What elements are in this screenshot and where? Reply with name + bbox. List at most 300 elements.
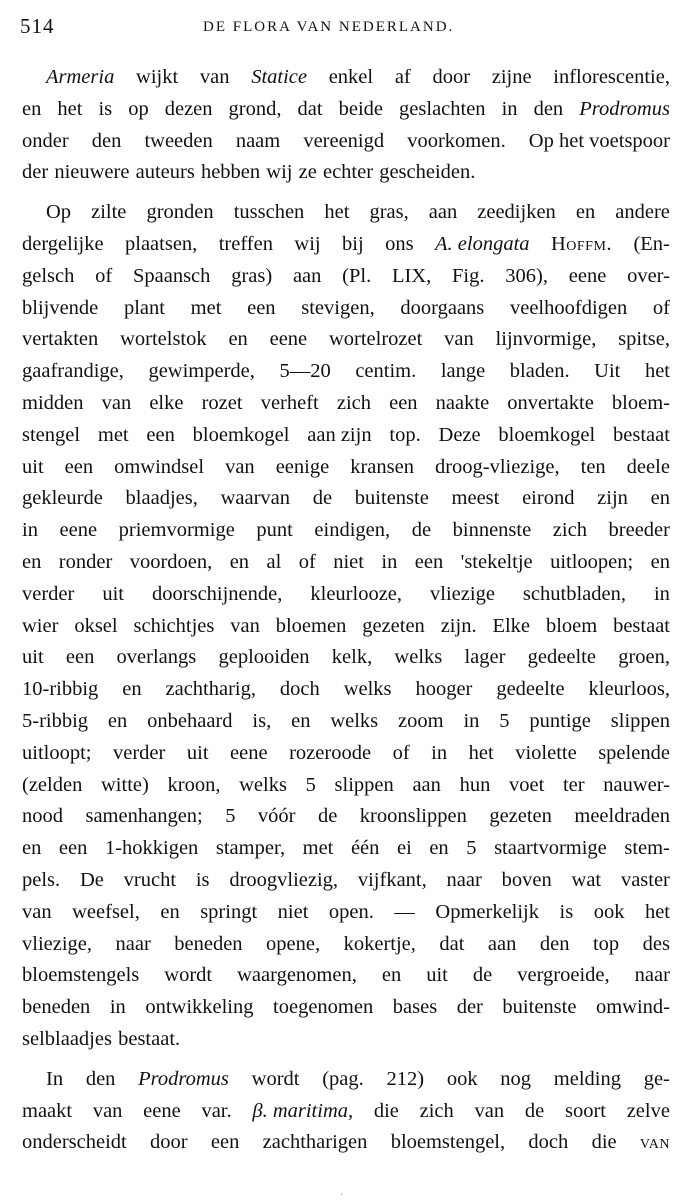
text-line [22, 960, 670, 992]
word: zich [419, 1099, 454, 1122]
word: en [381, 964, 402, 987]
word: vijfkant, [357, 868, 427, 891]
text-line [22, 94, 670, 126]
word: kroonslippen [359, 805, 467, 828]
word: inflorescentie, [553, 66, 670, 88]
word: gras) [231, 264, 273, 287]
word: ei [396, 837, 412, 860]
word: 1-hokkigen [104, 837, 199, 860]
text-line [22, 642, 670, 674]
word: Op [46, 201, 72, 224]
word: naar [634, 964, 670, 987]
word: in [501, 97, 518, 120]
word: in [653, 582, 670, 605]
word: zijne [491, 66, 532, 88]
text-line [22, 1096, 670, 1128]
word: beneden [22, 996, 91, 1019]
word: gedeelte [527, 646, 596, 669]
page-number: 514 [20, 14, 55, 38]
word: lijnvormige, [495, 328, 597, 351]
word: boven [501, 868, 552, 891]
word: een [414, 550, 444, 573]
word: onderscheidt [22, 1131, 127, 1154]
word: gras, [369, 201, 409, 224]
word: blijvende [22, 296, 99, 319]
text-line [22, 611, 670, 643]
word: kroon, [167, 773, 221, 796]
word: deele [626, 455, 670, 478]
text-line [22, 483, 670, 515]
word: ge- [643, 1067, 670, 1090]
word: onbehaard [147, 709, 233, 732]
word: onder [22, 129, 69, 152]
word: welks [330, 709, 379, 732]
text-line [22, 62, 670, 94]
word: voet [508, 773, 545, 796]
word: andere [615, 201, 670, 224]
bottom-mark: · [340, 1190, 343, 1199]
word: de [411, 519, 432, 542]
word: gewimperde, [148, 360, 255, 383]
word: het [644, 900, 670, 923]
word: zeedijken [477, 201, 556, 224]
word: ten [580, 455, 606, 478]
word: de [317, 805, 338, 828]
word: top. [389, 423, 421, 446]
word: van [444, 328, 474, 351]
word: al [266, 550, 282, 573]
word: van [199, 66, 230, 88]
text-line [22, 929, 670, 961]
word: stem- [624, 837, 670, 860]
word: af [394, 66, 411, 88]
word: bestaat. [118, 1027, 181, 1050]
word: uit [22, 455, 44, 478]
word: In [46, 1067, 64, 1090]
word: eenige [275, 455, 330, 478]
word: gezeten [362, 614, 425, 637]
word: 10-ribbig [22, 678, 99, 701]
word: Deze [438, 423, 481, 446]
word: dezen [164, 97, 213, 120]
word: vliezige [430, 582, 495, 605]
word: en [291, 709, 311, 732]
word: stevigen, [301, 296, 375, 319]
word: midden [22, 391, 84, 414]
word: 5-ribbig [22, 709, 89, 732]
word: Spaansch [132, 264, 211, 287]
word: zoom [398, 709, 444, 732]
word: bloem [545, 614, 598, 637]
word: nog [500, 1067, 532, 1090]
word: ze [298, 161, 317, 184]
word: slippen [610, 709, 670, 732]
word: ook [446, 1067, 478, 1090]
text-line [22, 1127, 670, 1159]
word: weefsel, [72, 900, 140, 923]
word: van [225, 455, 255, 478]
word: de [312, 487, 333, 510]
word: melding [553, 1067, 621, 1090]
word: bloemkogel [192, 423, 290, 446]
word: van [474, 1099, 505, 1122]
word: violette [515, 741, 577, 764]
word: die [591, 1131, 617, 1154]
word: slippen [334, 773, 394, 796]
word: spitse, [618, 328, 670, 351]
word: door [150, 1131, 188, 1154]
word: uit [426, 964, 448, 987]
text-line [22, 1024, 670, 1056]
word: blaadjes, [125, 487, 198, 510]
word: van [101, 391, 132, 414]
text-line [22, 229, 670, 261]
word: gedeelte [496, 678, 565, 701]
word: één [350, 837, 380, 860]
text-line [22, 992, 670, 1024]
word: en [228, 328, 248, 351]
word: — [394, 900, 415, 923]
word: in [381, 550, 398, 573]
word: springt [200, 900, 258, 923]
text-line [22, 770, 670, 802]
word: selblaadjes [22, 1027, 112, 1050]
word: bestaat [613, 614, 670, 637]
text-line [22, 706, 670, 738]
text-line [22, 261, 670, 293]
text-line [22, 293, 670, 325]
word: schichtjes [133, 614, 215, 637]
word: niet [333, 550, 364, 573]
word: kleurloos, [588, 678, 670, 701]
word: en [650, 550, 670, 573]
text-line [22, 515, 670, 547]
word: samenhangen; [85, 805, 203, 828]
word: bloemen [275, 614, 347, 637]
paragraph-gap [22, 1056, 670, 1064]
word: het [324, 201, 350, 224]
word: eene [269, 328, 308, 351]
word: puntige [529, 709, 591, 732]
word: bloemstengels [22, 964, 140, 987]
word: uit [102, 582, 125, 605]
word: uitloopen; [550, 550, 634, 573]
word: welks [343, 678, 392, 701]
word: groen, [618, 646, 670, 669]
word: vrucht [123, 868, 177, 891]
word: en [122, 678, 142, 701]
word: en [650, 487, 670, 510]
word: lager [464, 646, 506, 669]
word: toegenomen [273, 996, 374, 1019]
word: welks [239, 773, 287, 796]
word: den [539, 932, 570, 955]
word: is [98, 97, 113, 120]
word: β. maritima, [252, 1099, 354, 1122]
word: van [92, 1099, 123, 1122]
word: en [22, 837, 42, 860]
word: geplooiden [218, 646, 310, 669]
text-line [22, 897, 670, 929]
word: en [107, 709, 128, 732]
word: ook [593, 900, 625, 923]
word: wortelrozet [328, 328, 423, 351]
word: (En- [633, 232, 670, 255]
word: waarvan [220, 487, 290, 510]
word: en [22, 550, 42, 573]
word: Elke [492, 614, 531, 637]
text-line [22, 833, 670, 865]
word: die [373, 1099, 399, 1122]
text-line [22, 1064, 670, 1096]
word: doch [279, 678, 320, 701]
word: waargenomen, [237, 964, 357, 987]
word: vertakten [22, 328, 99, 351]
text-line [22, 674, 670, 706]
word: uitloopt; [22, 741, 92, 764]
word: wortelstok [120, 328, 207, 351]
word: Prodromus [138, 1067, 229, 1090]
word: spelende [598, 741, 670, 764]
word: 212) [386, 1067, 425, 1090]
word: centim. [355, 360, 417, 383]
word: de [472, 964, 493, 987]
word: ontwikkeling [145, 996, 254, 1019]
word: den [533, 97, 564, 120]
word: uit [186, 741, 209, 764]
text-line [22, 126, 670, 158]
word: eindigen, [314, 519, 391, 542]
word: aan zijn [307, 423, 372, 446]
body-text [22, 62, 670, 1159]
word: gescheiden. [379, 161, 476, 184]
word: wier [22, 614, 59, 637]
word: Statice [251, 66, 307, 88]
word: een [247, 296, 276, 319]
word: eene [230, 741, 268, 764]
word: bases [392, 996, 438, 1019]
word: nauwer- [603, 773, 670, 796]
word: gronden [146, 201, 214, 224]
paragraph-gap [22, 189, 670, 197]
word: wordt [164, 964, 213, 987]
word: rozeroode [289, 741, 372, 764]
word: omwindsel [114, 455, 205, 478]
word: de [524, 1099, 545, 1122]
word: Fig. [452, 264, 485, 287]
word: stengel [22, 423, 81, 446]
word: en [160, 900, 180, 923]
word: soort [564, 1099, 606, 1122]
word: zijn. [440, 614, 477, 637]
word: of [652, 296, 670, 319]
word: eene [59, 519, 98, 542]
word: ronder [58, 550, 113, 573]
word: wij [266, 161, 293, 184]
word: wijkt [136, 66, 179, 88]
word: is [195, 868, 210, 891]
word: zachtharig, [165, 678, 256, 701]
word: nieuwere [54, 161, 130, 184]
word: oksel [74, 614, 118, 637]
word: Prodromus [579, 97, 670, 120]
word: staartvormige [494, 837, 607, 860]
word: bladen. [509, 360, 570, 383]
word: naar [446, 868, 482, 891]
word: doorschijnende, [152, 582, 283, 605]
word: wat [571, 868, 602, 891]
word: een [389, 391, 418, 414]
word: vliezige, [22, 932, 93, 955]
word: uit [22, 646, 44, 669]
word: gekleurde [22, 487, 103, 510]
word: in [463, 709, 480, 732]
word: meeldraden [574, 805, 670, 828]
word: aan [428, 201, 458, 224]
word: echter [322, 161, 374, 184]
word: een [58, 837, 88, 860]
word: gaafrandige, [22, 360, 124, 383]
word: met [97, 423, 129, 446]
word: van [22, 900, 52, 923]
word: 306), [505, 264, 548, 287]
word: welks [394, 646, 443, 669]
word: is, [252, 709, 272, 732]
word: beide [338, 97, 384, 120]
word: hooger [415, 678, 473, 701]
word: voorkomen. [407, 129, 506, 152]
word: opene, [266, 932, 321, 955]
word: een [210, 1131, 240, 1154]
word: (pag. [322, 1067, 364, 1090]
word: in [431, 741, 448, 764]
word: het [57, 97, 83, 120]
word: beneden [174, 932, 243, 955]
word: zich [552, 519, 587, 542]
word: eirond [522, 487, 575, 510]
word: vereenigd [303, 129, 385, 152]
text-line [22, 801, 670, 833]
word: omwind- [595, 996, 670, 1019]
word: witte) [101, 773, 149, 796]
word: A. elongata [435, 232, 530, 255]
word: ter [562, 773, 585, 796]
word: den [91, 129, 122, 152]
word: is [559, 900, 574, 923]
word: gezeten [489, 805, 552, 828]
word: kransen [350, 455, 414, 478]
text-line [22, 420, 670, 452]
word: voordoen, [129, 550, 213, 573]
word: naam [235, 129, 281, 152]
word: breeder [608, 519, 670, 542]
word: een [65, 646, 95, 669]
word: Op het voetspoor [528, 129, 670, 152]
word: hebben [200, 161, 261, 184]
word: priemvormige [118, 519, 235, 542]
word: Opmerkelijk [435, 900, 540, 923]
text-line [22, 547, 670, 579]
word: in [22, 519, 38, 542]
word: kokertje, [343, 932, 416, 955]
word: naar [115, 932, 151, 955]
word: van [230, 614, 260, 637]
word: of [95, 264, 113, 287]
word: geslachten [399, 97, 486, 120]
word: zijn [597, 487, 628, 510]
word: zich [336, 391, 371, 414]
word: naakte [435, 391, 490, 414]
word: zelve [626, 1099, 670, 1122]
word: met [190, 296, 222, 319]
word: door [432, 66, 471, 88]
word: droog-vliezige, [434, 455, 560, 478]
word: der [22, 161, 49, 184]
word: top [592, 932, 620, 955]
word: verder [22, 582, 75, 605]
word: met [302, 837, 334, 860]
word: van [639, 1131, 670, 1154]
word: veelhoofdigen [509, 296, 628, 319]
word: tweeden [144, 129, 213, 152]
word: of [392, 741, 410, 764]
word: het [468, 741, 494, 764]
word: verder [113, 741, 166, 764]
word: nood [22, 805, 63, 828]
word: bloemstengel, [390, 1131, 506, 1154]
running-head: DE FLORA VAN NEDERLAND. [203, 19, 455, 35]
text-line [22, 356, 670, 388]
word: eene [143, 1099, 181, 1122]
word: grond, [228, 97, 282, 120]
word: doch [528, 1131, 569, 1154]
word: enkel [328, 66, 374, 88]
word: des [642, 932, 670, 955]
word: gelsch [22, 264, 75, 287]
word: vaster [620, 868, 670, 891]
word: 5—20 [279, 360, 331, 383]
word: 5 [225, 805, 236, 828]
word: buitenste [502, 996, 577, 1019]
word: punt [256, 519, 293, 542]
word: 5 [499, 709, 510, 732]
word: vóór [257, 805, 296, 828]
word: (zelden [22, 773, 83, 796]
word: pels. [22, 868, 61, 891]
word: buitenste [354, 487, 429, 510]
word: en [229, 550, 250, 573]
word: meest [451, 487, 500, 510]
word: aan [292, 264, 322, 287]
word: (Pl. [342, 264, 372, 287]
word: vergroeide, [517, 964, 610, 987]
word: onvertakte [507, 391, 594, 414]
text-line [22, 579, 670, 611]
text-line [22, 452, 670, 484]
word: aan [412, 773, 441, 796]
word: een [146, 423, 175, 446]
word: wordt [251, 1067, 300, 1090]
word: open. [328, 900, 374, 923]
word: Uit [594, 360, 621, 383]
word: zilte [91, 201, 127, 224]
word: stamper, [215, 837, 286, 860]
word: LIX, [391, 264, 432, 287]
word: aan [487, 932, 517, 955]
word: tusschen [233, 201, 305, 224]
word: het [644, 360, 670, 383]
word: var. [201, 1099, 232, 1122]
